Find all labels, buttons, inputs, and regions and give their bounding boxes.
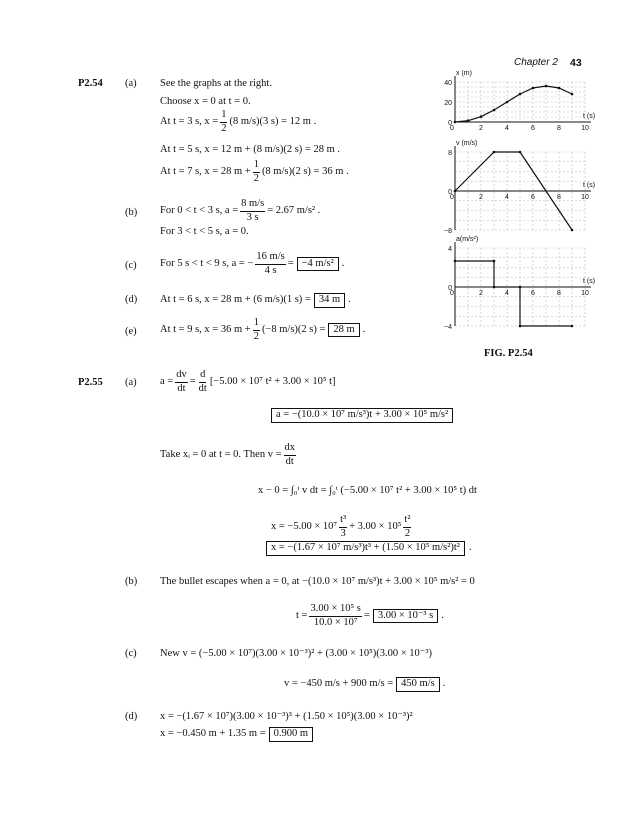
figure-caption: FIG. P2.54 (484, 348, 533, 359)
equation-line: For 5 s < t < 9 s, a = − $\frac{16 m/s}{4 s}$ = −4 m/s² . (160, 251, 345, 276)
integral-equation: x − 0 = ∫₀ᵗ v dt = ∫₀ᵗ (−5.00 × 10⁷ t² + 3.00 × 10⁵ t) dt (258, 485, 477, 496)
equation-line: At t = 3 s, x = $\frac{1}{2}$ (8 m/s)(3 s) = 12 m . (160, 109, 317, 134)
fraction: $\frac{1}{2}$ (253, 159, 259, 184)
y-axis-label: v (m/s) (456, 140, 478, 147)
x-tick-label: 10 (581, 194, 589, 201)
part-label-b: (b) (125, 576, 138, 587)
y-tick-label: 0 (448, 285, 452, 292)
data-point (454, 190, 457, 193)
data-point (493, 109, 496, 112)
x-tick-label: 10 (581, 125, 589, 132)
y-axis-label: a(m/s²) (456, 236, 479, 243)
series-line-x (455, 86, 572, 122)
data-point (480, 115, 483, 118)
boxed-answer: 3.00 × 10⁻³ s (373, 609, 438, 624)
data-point (506, 101, 509, 104)
data-point (493, 286, 496, 289)
x-tick-label: 10 (581, 290, 589, 297)
data-point (532, 87, 535, 90)
x-tick-label: 4 (505, 194, 509, 201)
data-point (571, 93, 574, 96)
fraction: $\frac{d}{dt}$ (198, 369, 207, 394)
page-number: 43 (570, 57, 582, 69)
x-tick-label: 8 (557, 290, 561, 297)
part-label-a: (a) (125, 78, 137, 89)
boxed-answer: −4 m/s² (297, 257, 339, 272)
part-label-e: (e) (125, 326, 137, 337)
x-tick-label: 4 (505, 290, 509, 297)
part-label-b: (b) (125, 207, 138, 218)
x-axis-label: t (s) (583, 182, 596, 189)
fraction: $\frac{8 m/s}{3 s}$ (241, 198, 265, 223)
equation-line: Take xᵢ = 0 at t = 0. Then v = $\frac{dx}{dt}$ (160, 442, 295, 467)
x-tick-label: 0 (450, 125, 454, 132)
equation-line: a = $\frac{dv}{dt}$ = $\frac{d}{dt}$ [−5.00 × 10⁷ t² + 3.00 × 10⁵ t] (160, 369, 336, 394)
chapter-label: Chapter 2 (514, 57, 558, 68)
x-tick-label: 6 (531, 194, 535, 201)
data-point (519, 325, 522, 328)
part-label-a: (a) (125, 377, 137, 388)
x-axis-label: t (s) (583, 278, 596, 285)
equation-line: v = −450 m/s + 900 m/s = 450 m/s . (284, 677, 445, 692)
boxed-answer: 28 m (328, 323, 359, 338)
x-axis-label: t (s) (583, 113, 596, 120)
y-tick-label: −4 (444, 324, 452, 331)
x-tick-label: 2 (479, 290, 483, 297)
y-tick-label: 4 (448, 246, 452, 253)
part-label-c: (c) (125, 648, 137, 659)
kinematics-graphs (425, 70, 605, 340)
equation-line: New v = (−5.00 × 10⁷)(3.00 × 10⁻³)² + (3.00 × 10⁵)(3.00 × 10⁻³) (160, 648, 432, 659)
data-point (558, 87, 561, 90)
fraction: $\frac{\text{3.00 × 10⁵ s}}{\text{10.0 × 10⁷}}$ (310, 603, 361, 628)
x-tick-label: 2 (479, 194, 483, 201)
y-axis-label: x (m) (456, 70, 472, 77)
part-label-d: (d) (125, 294, 138, 305)
equation-line: t = $\frac{\text{3.00 × 10⁵ s}}{\text{10.0 × 10⁷}}$ = 3.00 × 10⁻³ s . (296, 603, 444, 628)
boxed-answer: 450 m/s (396, 677, 440, 692)
data-point (519, 93, 522, 96)
equation-line: x = −0.450 m + 1.35 m = 0.900 m (160, 727, 313, 742)
data-point (454, 121, 457, 124)
boxed-answer: 0.900 m (269, 727, 313, 742)
equation-line: At t = 7 s, x = 28 m + $\frac{1}{2}$ (8 m/s)(2 s) = 36 m . (160, 159, 349, 184)
fraction: $\frac{16 m/s}{4 s}$ (256, 251, 285, 276)
data-point (493, 151, 496, 154)
data-point (571, 229, 574, 232)
equation-line: For 0 < t < 3 s, a = $\frac{8 m/s}{3 s}$ = 2.67 m/s² . (160, 198, 321, 223)
boxed-answer: a = −(10.0 × 10⁷ m/s³)t + 3.00 × 10⁵ m/s² (271, 408, 453, 423)
y-tick-label: 20 (444, 100, 452, 107)
equation-line: At t = 6 s, x = 28 m + (6 m/s)(1 s) = 34 m . (160, 293, 351, 308)
x-tick-label: 2 (479, 125, 483, 132)
equation-line: x = −5.00 × 10⁷ $\frac{\text{t³}}{3}$ + 3.00 × 10⁵ $\frac{\text{t²}}{2}$ (271, 514, 411, 539)
data-point (454, 260, 457, 263)
fraction: $\frac{dx}{dt}$ (284, 442, 295, 467)
part-label-c: (c) (125, 260, 137, 271)
equation-line: At t = 9 s, x = 36 m + $\frac{1}{2}$ (−8 m/s)(2 s) = 28 m . (160, 317, 366, 342)
data-point (519, 151, 522, 154)
text-line: Choose x = 0 at t = 0. (160, 96, 251, 107)
data-point (493, 260, 496, 263)
y-tick-label: 0 (448, 189, 452, 196)
boxed-answer: 34 m (314, 293, 345, 308)
x-tick-label: 6 (531, 125, 535, 132)
x-tick-label: 6 (531, 290, 535, 297)
data-point (545, 85, 548, 88)
equation-line: At t = 5 s, x = 12 m + (8 m/s)(2 s) = 28 m . (160, 144, 341, 155)
text-line: The bullet escapes when a = 0, at −(10.0 × 10⁷ m/s³)t + 3.00 × 10⁵ m/s² = 0 (160, 576, 475, 587)
x-tick-label: 0 (450, 194, 454, 201)
data-point (467, 119, 470, 122)
x-tick-label: 8 (557, 125, 561, 132)
fraction: $\frac{1}{2}$ (253, 317, 259, 342)
fraction: $\frac{\text{t²}}{2}$ (404, 514, 411, 539)
x-tick-label: 0 (450, 290, 454, 297)
fraction: $\frac{\text{t³}}{3}$ (340, 514, 347, 539)
text-line: For 3 < t < 5 s, a = 0. (160, 226, 249, 237)
y-tick-label: 40 (444, 80, 452, 87)
data-point (519, 286, 522, 289)
problem-label-p2-55: P2.55 (78, 377, 103, 388)
data-point (571, 325, 574, 328)
problem-label-p2-54: P2.54 (78, 78, 103, 89)
y-tick-label: 8 (448, 150, 452, 157)
text-line: See the graphs at the right. (160, 78, 272, 89)
part-label-d: (d) (125, 711, 138, 722)
x-tick-label: 4 (505, 125, 509, 132)
fraction: $\frac{dv}{dt}$ (176, 369, 187, 394)
boxed-answer: x = −(1.67 × 10⁷ m/s³)t³ + (1.50 × 10⁵ m/s²)t² (266, 541, 465, 556)
fraction: $\frac{1}{2}$ (221, 109, 227, 134)
x-tick-label: 8 (557, 194, 561, 201)
equation-line: x = −(1.67 × 10⁷ m/s³)t³ + (1.50 × 10⁵ m/s²)t² . (266, 541, 472, 556)
equation-line: x = −(1.67 × 10⁷)(3.00 × 10⁻³)³ + (1.50 × 10⁵)(3.00 × 10⁻³)² (160, 711, 413, 722)
y-tick-label: 0 (448, 120, 452, 127)
y-tick-label: −8 (444, 228, 452, 235)
